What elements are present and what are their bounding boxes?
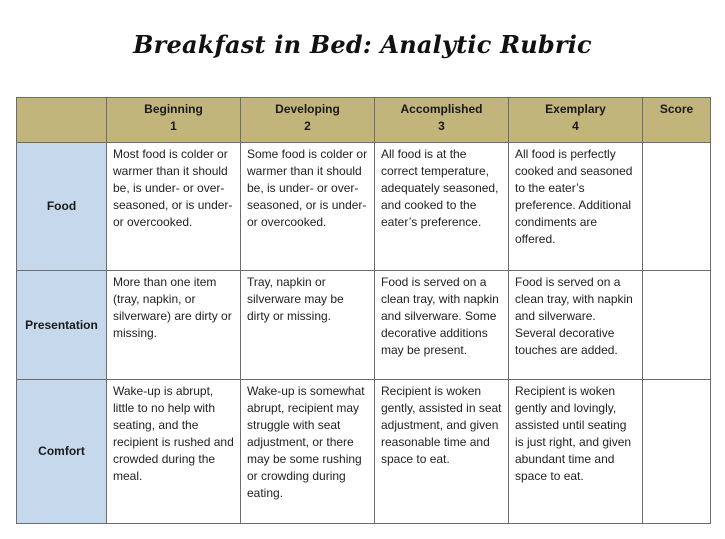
- level-name: Developing: [275, 102, 340, 116]
- document-title: Breakfast in Bed: Analytic Rubric: [133, 30, 592, 59]
- level-name: Beginning: [144, 102, 203, 116]
- header-row: [17, 98, 711, 143]
- level-number: 4: [572, 119, 579, 133]
- descriptor-cell: Recipient is woken gently and lovingly, assisted until seating is just right, and given abundant time and space to eat.: [509, 380, 643, 524]
- descriptor-cell: More than one item (tray, napkin, or silverware) are dirty or missing.: [107, 271, 241, 380]
- criterion-presentation: Presentation: [17, 271, 107, 380]
- descriptor-cell: Some food is colder or warmer than it should be, is under- or over-seasoned, or is under- or overcooked.: [241, 143, 375, 271]
- level-number: 1: [170, 119, 177, 133]
- rubric-row-food: [17, 143, 711, 271]
- header-score: Score: [643, 98, 711, 143]
- header-level-developing: [241, 98, 375, 143]
- rubric-row-presentation: [17, 271, 711, 380]
- descriptor-cell: Tray, napkin or silverware may be dirty or missing.: [241, 271, 375, 380]
- criterion-food: Food: [17, 143, 107, 271]
- rubric-row-comfort: [17, 380, 711, 524]
- score-cell[interactable]: [643, 143, 711, 271]
- descriptor-cell: All food is perfectly cooked and seasoned to the eater’s preference. Additional condiments are offered.: [509, 143, 643, 271]
- header-level-beginning: [107, 98, 241, 143]
- level-name: Accomplished: [400, 102, 483, 116]
- corner-cell: [17, 98, 107, 143]
- score-cell[interactable]: [643, 271, 711, 380]
- rubric-table: [16, 97, 711, 524]
- descriptor-cell: All food is at the correct temperature, adequately seasoned, and cooked to the eater’s preference.: [375, 143, 509, 271]
- header-level-accomplished: [375, 98, 509, 143]
- criterion-comfort: Comfort: [17, 380, 107, 524]
- descriptor-cell: Recipient is woken gently, assisted in seat adjustment, and given reasonable time and space to eat.: [375, 380, 509, 524]
- descriptor-cell: Wake-up is somewhat abrupt, recipient may struggle with seat adjustment, or there may be some rushing or crowding during eating.: [241, 380, 375, 524]
- descriptor-cell: Most food is colder or warmer than it should be, is under- or over-seasoned, or is under- or overcooked.: [107, 143, 241, 271]
- descriptor-cell: Food is served on a clean tray, with napkin and silverware. Several decorative touches are added.: [509, 271, 643, 380]
- score-cell[interactable]: [643, 380, 711, 524]
- level-number: 2: [304, 119, 311, 133]
- descriptor-cell: Food is served on a clean tray, with napkin and silverware. Some decorative additions may be present.: [375, 271, 509, 380]
- level-number: 3: [438, 119, 445, 133]
- descriptor-cell: Wake-up is abrupt, little to no help with seating, and the recipient is rushed and crowded during the meal.: [107, 380, 241, 524]
- header-level-exemplary: [509, 98, 643, 143]
- level-name: Exemplary: [545, 102, 606, 116]
